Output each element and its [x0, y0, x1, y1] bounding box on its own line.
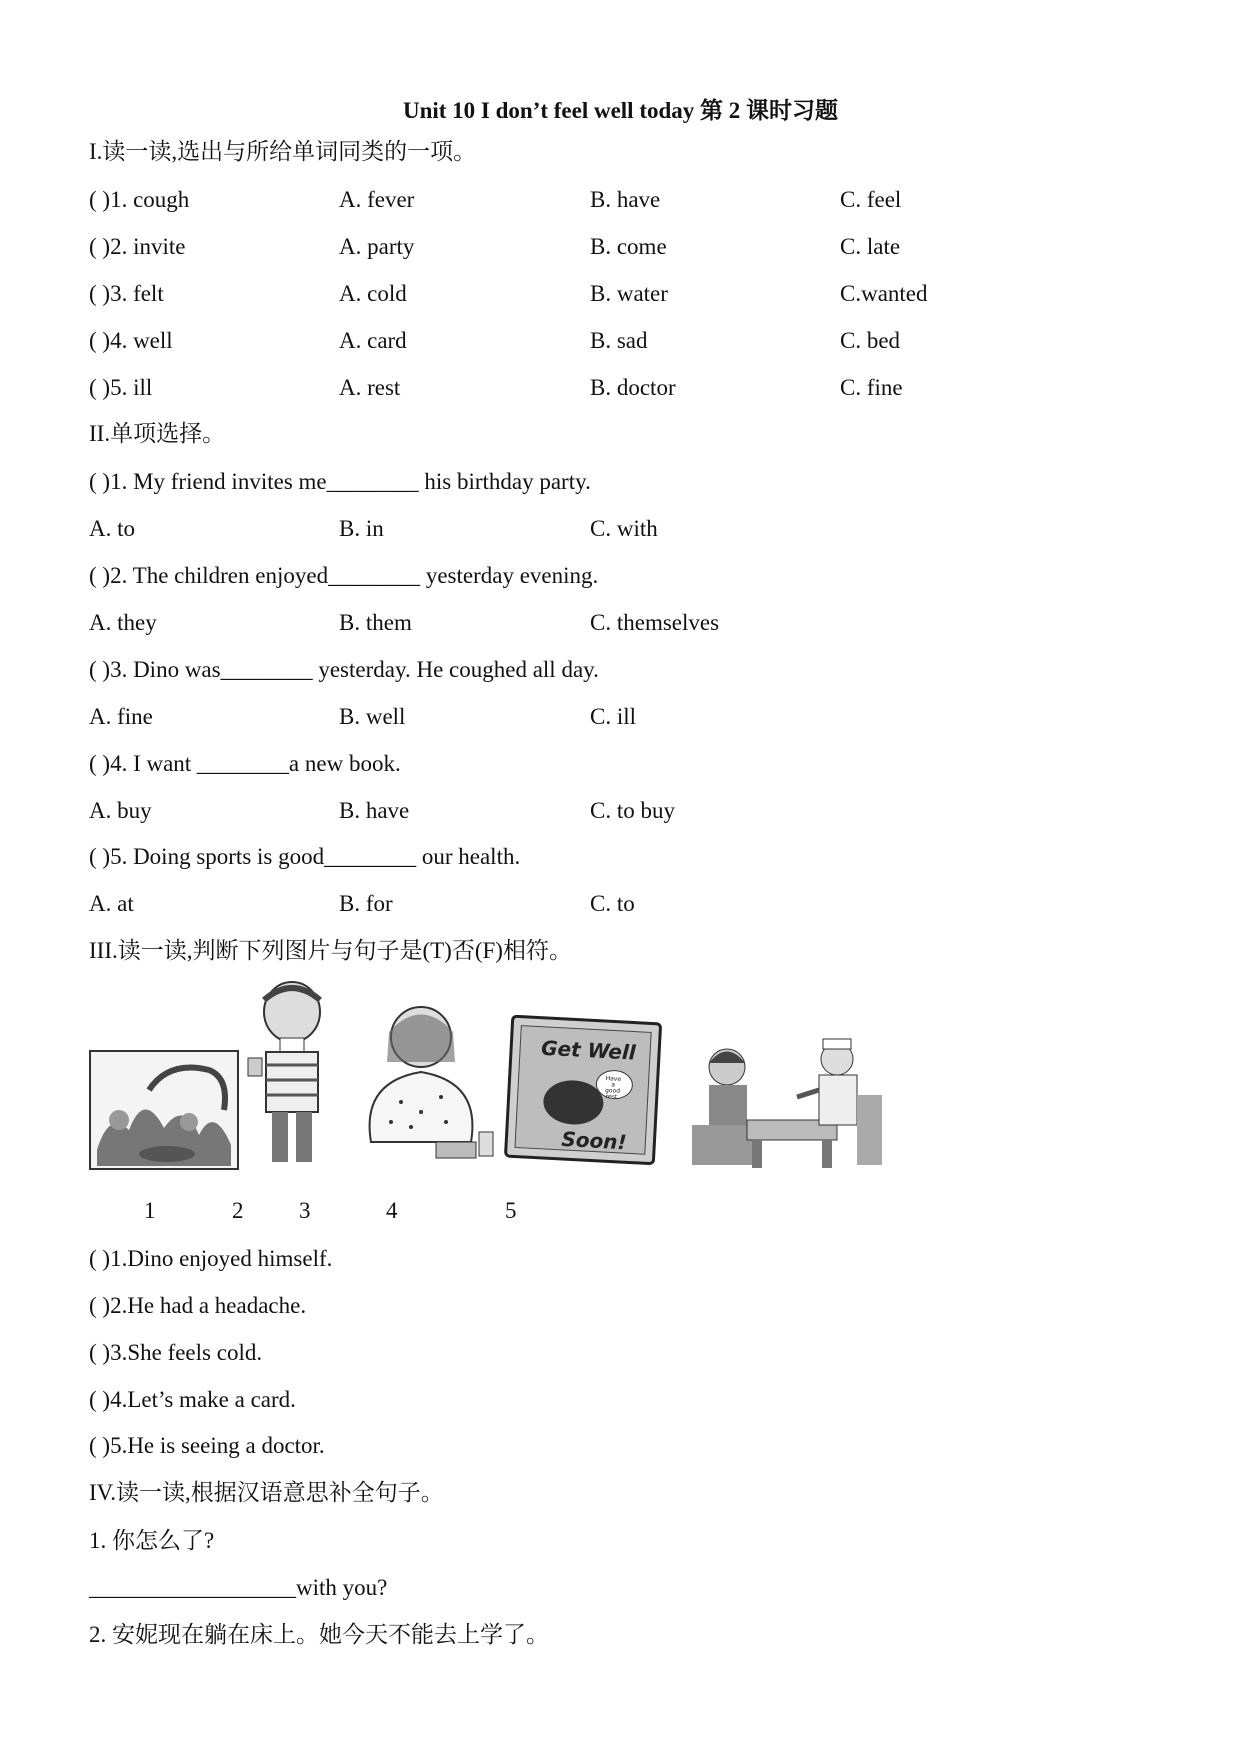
option-c: C. fine [840, 375, 903, 400]
question-label: ( )4. well [89, 328, 173, 353]
option-b: B. for [339, 891, 393, 916]
option-a: A. fine [89, 704, 153, 729]
option-c: C. to buy [590, 798, 675, 823]
option-b: B. well [339, 704, 406, 729]
picture-strip [89, 980, 899, 1180]
get-well-card-picture [504, 1015, 664, 1167]
card-top-text: Get Well [540, 1035, 637, 1065]
svg-text:Have: Have [605, 1075, 622, 1083]
option-a: A. they [89, 610, 157, 635]
option-b: B. doctor [590, 375, 676, 400]
picture-number: 4 [386, 1198, 398, 1223]
tf-sentence: ( )1.Dino enjoyed himself. [89, 1246, 333, 1271]
svg-text:rest.: rest. [605, 1093, 620, 1101]
question-stem: ( )4. I want ________a new book. [89, 751, 401, 776]
question-stem: ( )2. The children enjoyed________ yesterday evening. [89, 563, 599, 588]
tf-sentence: ( )4.Let’s make a card. [89, 1387, 296, 1412]
question-label: ( )5. ill [89, 375, 153, 400]
card-bottom-text: Soon! [560, 1126, 628, 1155]
cold-girl-picture [351, 992, 501, 1172]
option-c: C. themselves [590, 610, 720, 635]
svg-text:a: a [611, 1081, 616, 1089]
option-c: C. to [590, 891, 635, 916]
part2-heading: II.单项选择。 [89, 421, 226, 446]
option-b: B. them [339, 610, 412, 635]
option-c: C. ill [590, 704, 637, 729]
option-a: A. buy [89, 798, 152, 823]
option-c: C. late [840, 234, 901, 259]
option-c: C. with [590, 516, 658, 541]
answer-blank: __________________with you? [89, 1575, 388, 1600]
tf-sentence: ( )5.He is seeing a doctor. [89, 1433, 325, 1458]
picture-number: 5 [505, 1198, 517, 1223]
page-title: Unit 10 I don’t feel well today 第 2 课时习题 [402, 98, 839, 123]
option-c: C.wanted [840, 281, 928, 306]
option-b: B. have [339, 798, 410, 823]
tf-sentence: ( )3.She feels cold. [89, 1340, 263, 1365]
picture-number: 2 [232, 1198, 244, 1223]
part4-heading: IV.读一读,根据汉语意思补全句子。 [89, 1480, 444, 1505]
option-a: A. to [89, 516, 135, 541]
question-stem: ( )5. Doing sports is good________ our health. [89, 844, 521, 869]
option-a: A. at [89, 891, 134, 916]
option-b: B. have [590, 187, 661, 212]
doctor-visit-picture [687, 1035, 887, 1170]
option-b: B. come [590, 234, 667, 259]
picture-number: 3 [299, 1198, 311, 1223]
party-scene-picture [89, 1050, 239, 1170]
part3-heading: III.读一读,判断下列图片与句子是(T)否(F)相符。 [89, 938, 572, 963]
option-b: B. water [590, 281, 668, 306]
part1-heading: I.读一读,选出与所给单词同类的一项。 [89, 139, 477, 164]
question-stem: ( )3. Dino was________ yesterday. He coughed all day. [89, 657, 599, 682]
option-a: A. party [339, 234, 415, 259]
option-a: A. rest [339, 375, 401, 400]
option-c: C. feel [840, 187, 902, 212]
question-stem: ( )1. My friend invites me________ his birthday party. [89, 469, 591, 494]
option-a: A. cold [339, 281, 407, 306]
question-label: ( )2. invite [89, 234, 186, 259]
question-label: ( )3. felt [89, 281, 164, 306]
svg-text:good: good [604, 1087, 621, 1095]
tf-sentence: ( )2.He had a headache. [89, 1293, 307, 1318]
question-stem: 1. 你怎么了? [89, 1528, 215, 1553]
question-stem: 2. 安妮现在躺在床上。她今天不能去上学了。 [89, 1622, 549, 1647]
option-b: B. sad [590, 328, 648, 353]
sick-boy-picture [244, 980, 339, 1170]
option-a: A. fever [339, 187, 415, 212]
option-a: A. card [339, 328, 407, 353]
question-label: ( )1. cough [89, 187, 190, 212]
picture-number: 1 [144, 1198, 156, 1223]
option-c: C. bed [840, 328, 901, 353]
option-b: B. in [339, 516, 384, 541]
